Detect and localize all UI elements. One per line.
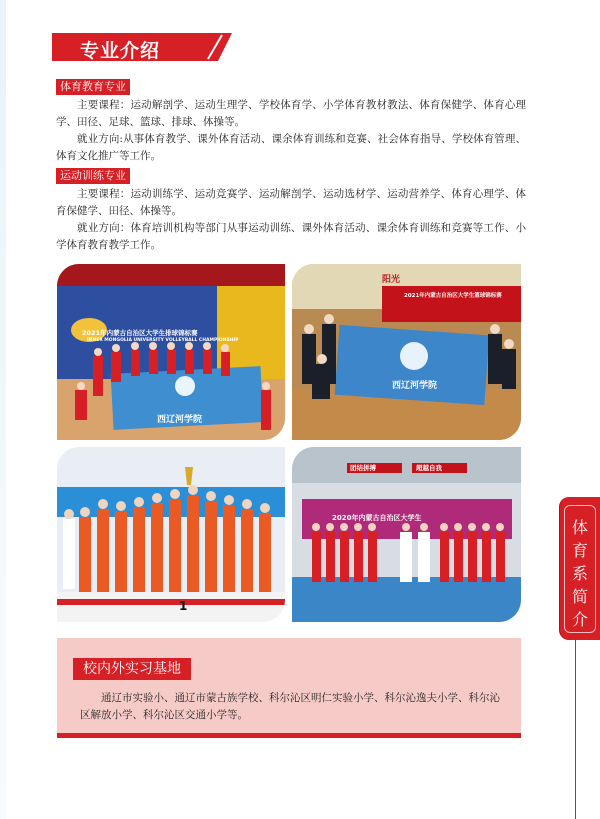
side-tab-char: 系 [571, 564, 588, 583]
left-edge-strip [0, 0, 6, 819]
photo2-banner: 2021年内蒙古自治区大学生篮球锦标赛 [404, 293, 502, 299]
photo-gymnastics-team [292, 447, 521, 622]
practice-bases-title: 校内外实习基地 [73, 658, 191, 680]
photo-volleyball-team [57, 264, 285, 440]
photo4-sign-left: 团结拼搏 [350, 464, 376, 472]
major-label-pe-education: 体育教育专业 [56, 79, 130, 95]
photo2-sign: 阳光 [382, 275, 401, 285]
page-title: 专业介绍 [80, 40, 161, 62]
photo4-sign-right: 超越自我 [416, 464, 442, 472]
major1-courses: 主要课程：运动解剖学、运动生理学、学校体育学、小学体育教材教法、体育保健学、体育心理学、田径、足球、篮球、排球、体操等。 [56, 99, 526, 128]
practice-bases-bottom-bar [57, 733, 521, 738]
side-tab-char: 体 [571, 518, 588, 537]
major1-career: 就业方向:从事体育教学、课外体育活动、课余体育训练和竞赛、社会体育指导、学校体育管理、体育文化推广等工作。 [56, 133, 526, 162]
side-vertical-line [575, 640, 576, 819]
major2-courses: 主要课程：运动训练学、运动竞赛学、运动解剖学、运动选材学、运动营养学、体育心理学、体育保健学、田径、体操等。 [56, 188, 526, 217]
side-tab-char: 介 [571, 610, 588, 629]
side-tab-department-intro [560, 497, 600, 640]
practice-bases-text: 通辽市实验小、通辽市蒙古族学校、科尔沁区明仁实验小学、科尔沁逸夫小学、科尔沁区解放小学、科尔沁区交通小学等。 [80, 692, 500, 721]
photo4-banner: 2020年内蒙古自治区大学生 [332, 514, 422, 522]
photo1-flag-text: 西辽河学院 [157, 415, 203, 425]
photo-basketball-team [292, 264, 521, 440]
photo2-flag-text: 西辽河学院 [392, 381, 438, 391]
photo3-podium-number: 1 [179, 599, 188, 613]
section-heading-banner [52, 33, 232, 61]
photo-trophy-team [57, 447, 285, 622]
photo1-subtitle: INNER MONGOLIA UNIVERSITY VOLLEYBALL CHAMPIONSHIP [87, 338, 239, 343]
side-tab-char: 简 [571, 587, 588, 606]
major2-career: 就业方向：体育培训机构等部门从事运动训练、课外体育活动、课余体育训练和竞赛等工作、小学体育教育教学工作。 [56, 222, 526, 251]
side-tab-char: 育 [571, 541, 588, 560]
photo1-title: 2021年内蒙古自治区大学生排球锦标赛 [82, 329, 198, 337]
major-label-sports-training: 运动训练专业 [56, 168, 130, 184]
